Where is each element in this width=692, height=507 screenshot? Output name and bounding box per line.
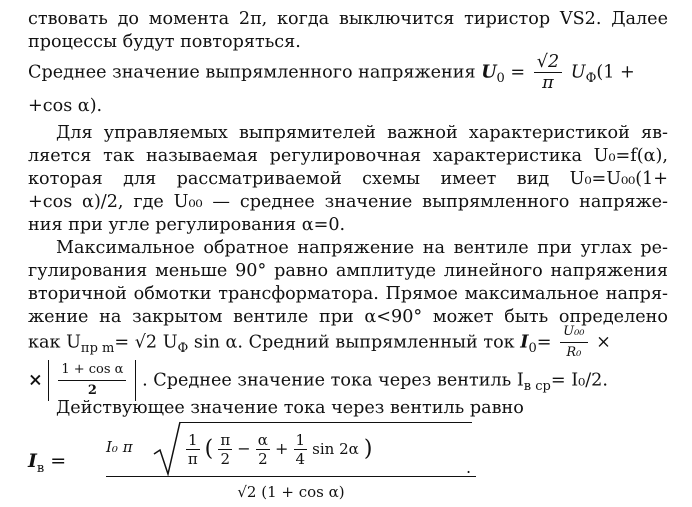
text-line-7: которая для рассматриваемой схемы имеет вид U₀=U₀₀(1+ [28,169,668,189]
formula-line-abs: × $\frac{\text{1 + cos α}}{2}$ . Среднее значение тока через вентиль $I_{в ср}= I_0/2$. [28,360,668,396]
text-line-6: ляется так называемая регулировочная характеристика U₀=f(α), [28,146,668,166]
text-line-10: Максимальное обратное напряжение на вентиле при углах ре- [56,238,668,258]
fraction-sqrt2-pi: $\frac{√2}{\pi}$ [534,52,562,93]
text-line-11: гулирования меньше 90° равно амплитуде линейного напряжения [28,261,668,281]
text-line-5: Для управляемых выпрямителей важной характеристикой яв- [56,123,668,143]
text-line-4: +cos α). [28,96,103,116]
formula-line-upr: как $U_{пр m}= √2$ $U_Ф$ sin α. Средний выпрямленный ток $I_0=$ $\frac{\text{U₀₀}}{\text{R₀}}$ × [28,322,668,362]
text-line-13: жение на закрытом вентиле при α<90° может быть определено [28,307,668,327]
equation-period: . [466,458,472,477]
sqrt-radicand: $\frac{1}{\pi}$ ( $\frac{\pi}{2}$ − $\frac{\alpha}{2}$ + $\frac{1}{4}$ sin 2α ) [180,422,472,474]
text-line-8: +cos α)/2, где U₀₀ — среднее значение выпрямленного напряже- [28,192,668,212]
absolute-value: $\frac{\text{1 + cos α}}{2}$ [48,360,136,401]
text-line-1: ствовать до момента 2π, когда выключится тиристор VS2. Далее [28,9,668,29]
formula-line-u0: Среднее значение выпрямленного напряжения $U_0$ = $\frac{√2}{\pi}$ $U_Ф(1$ + [28,52,635,93]
text-line-16: Действующее значение тока через вентиль равно [56,398,524,418]
text-line-9: ния при угле регулирования α=0. [28,215,346,235]
equation-lhs: $I_в$ = [28,450,67,476]
text-line-12: вторичной обмотки трансформатора. Прямое максимальное напря- [28,284,668,304]
equation-iv [28,420,668,505]
text-line-2: процессы будут повторяться. [28,32,301,52]
sqrt-sign [152,420,182,476]
fraction-u00-r0: $\frac{\text{U₀₀}}{\text{R₀}}$ [560,322,587,363]
equation-fraction: I₀ π $\frac{1}{\pi}$ ( $\frac{\pi}{2}$ − $\frac{\alpha}{2}$ + $\frac{1}{4}$ sin 2α ) √2 (1 + cos α) [106,420,476,501]
